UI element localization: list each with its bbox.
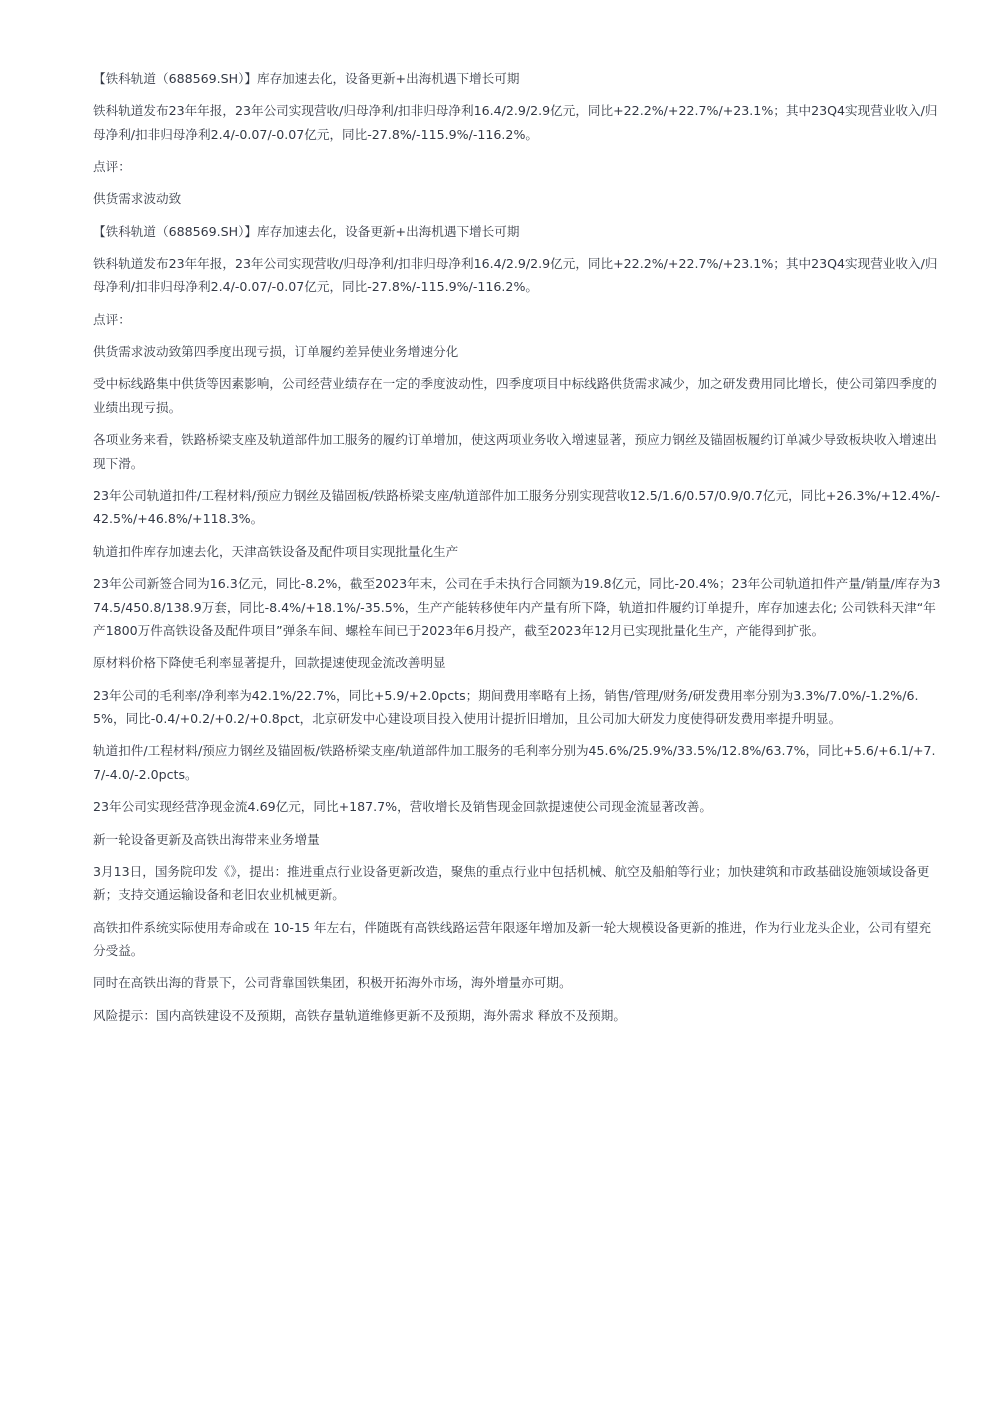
- paragraph: 23年公司新签合同为16.3亿元，同比-8.2%，截至2023年末，公司在手未执行合同额为19.8亿元，同比-20.4%；23年公司轨道扣件产量/销量/库存为374.5/450.8/138.9万套，同比-8.4%/+18.1%/-35.5%，生产产能转移使年内产量有所下降，轨道扣件履约订单提升，库存加速去化; 公司铁科天津“年产1800万件高铁设备及配件项目”弹条车间、螺栓车间已于2023年6月投产，截至2023年12月已实现批量化生产，产能得到扩张。: [93, 576, 941, 639]
- section-heading: 供货需求波动致第四季度出现亏损，订单履约差异使业务增速分化: [93, 344, 459, 360]
- paragraph: 23年公司轨道扣件/工程材料/预应力钢丝及锚固板/铁路桥梁支座/轨道部件加工服务分别实现营收12.5/1.6/0.57/0.9/0.7亿元，同比+26.3%/+12.4%/-42.5%/+46.8%/+118.3%。: [93, 487, 941, 527]
- paragraph: 点评：: [93, 311, 131, 327]
- report-title: 【铁科轨道（688569.SH）】库存加速去化，设备更新+出海机遇下增长可期: [93, 71, 520, 86]
- paragraph: 受中标线路集中供货等因素影响，公司经营业绩存在一定的季度波动性，四季度项目中标线路供货需求减少，加之研发费用同比增长，使公司第四季度的业绩出现亏损。: [93, 376, 937, 415]
- risk-warning: 风险提示：国内高铁建设不及预期，高铁存量轨道维修更新不及预期，海外需求 释放不及预期。: [93, 1007, 626, 1023]
- paragraph: 3月13日，国务院印发《》，提出：推进重点行业设备更新改造，聚焦的重点行业中包括机械、航空及船舶等行业；加快建筑和市政基础设施领域设备更新；支持交通运输设备和老旧农业机械更新。: [93, 863, 930, 903]
- report-title: 【铁科轨道（688569.SH）】库存加速去化，设备更新+出海机遇下增长可期: [93, 223, 520, 239]
- paragraph: 高铁扣件系统实际使用寿命或在 10-15 年左右，伴随既有高铁线路运营年限逐年增加及新一轮大规模设备更新的推进，作为行业龙头企业，公司有望充分受益。: [93, 919, 932, 959]
- paragraph: 23年公司的毛利率/净利率为42.1%/22.7%，同比+5.9/+2.0pcts；期间费用率略有上扬，销售/管理/财务/研发费用率分别为3.3%/7.0%/-1.2%/6.5%，同比-0.4/+0.2/+0.2/+0.8pct，北京研发中心建设项目投入使用计提折旧增加，且公司加大研发力度使得研发费用率提升明显。: [93, 687, 919, 727]
- section-heading: 原材料价格下降使毛利率显著提升，回款提速使现金流改善明显: [93, 655, 446, 671]
- section-heading: 新一轮设备更新及高铁出海带来业务增量: [93, 831, 320, 847]
- paragraph: 铁科轨道发布23年年报，23年公司实现营收/归母净利/扣非归母净利16.4/2.9/2.9亿元，同比+22.2%/+22.7%/+23.1%；其中23Q4实现营业收入/归母净利/扣非归母净利2.4/-0.07/-0.07亿元，同比-27.8%/-115.9%/-116.2%。: [93, 103, 938, 142]
- paragraph: 轨道扣件/工程材料/预应力钢丝及锚固板/铁路桥梁支座/轨道部件加工服务的毛利率分别为45.6%/25.9%/33.5%/12.8%/63.7%，同比+5.6/+6.1/+7.7/-4.0/-2.0pcts。: [93, 743, 936, 782]
- paragraph: 23年公司实现经营净现金流4.69亿元，同比+187.7%，营收增长及销售现金回款提速使公司现金流显著改善。: [93, 799, 712, 815]
- section-heading: 轨道扣件库存加速去化，天津高铁设备及配件项目实现批量化生产: [93, 543, 459, 559]
- paragraph: 各项业务来看，铁路桥梁支座及轨道部件加工服务的履约订单增加，使这两项业务收入增速显著，预应力钢丝及锚固板履约订单减少导致板块收入增速出现下滑。: [93, 432, 937, 471]
- paragraph: 点评：: [93, 159, 131, 175]
- paragraph: 同时在高铁出海的背景下，公司背靠国铁集团，积极开拓海外市场，海外增量亦可期。: [93, 975, 572, 991]
- document-body: [93, 67, 943, 1036]
- paragraph: 铁科轨道发布23年年报，23年公司实现营收/归母净利/扣非归母净利16.4/2.9/2.9亿元，同比+22.2%/+22.7%/+23.1%；其中23Q4实现营业收入/归母净利/扣非归母净利2.4/-0.07/-0.07亿元，同比-27.8%/-115.9%/-116.2%。: [93, 255, 938, 295]
- paragraph: 供货需求波动致: [93, 191, 182, 207]
